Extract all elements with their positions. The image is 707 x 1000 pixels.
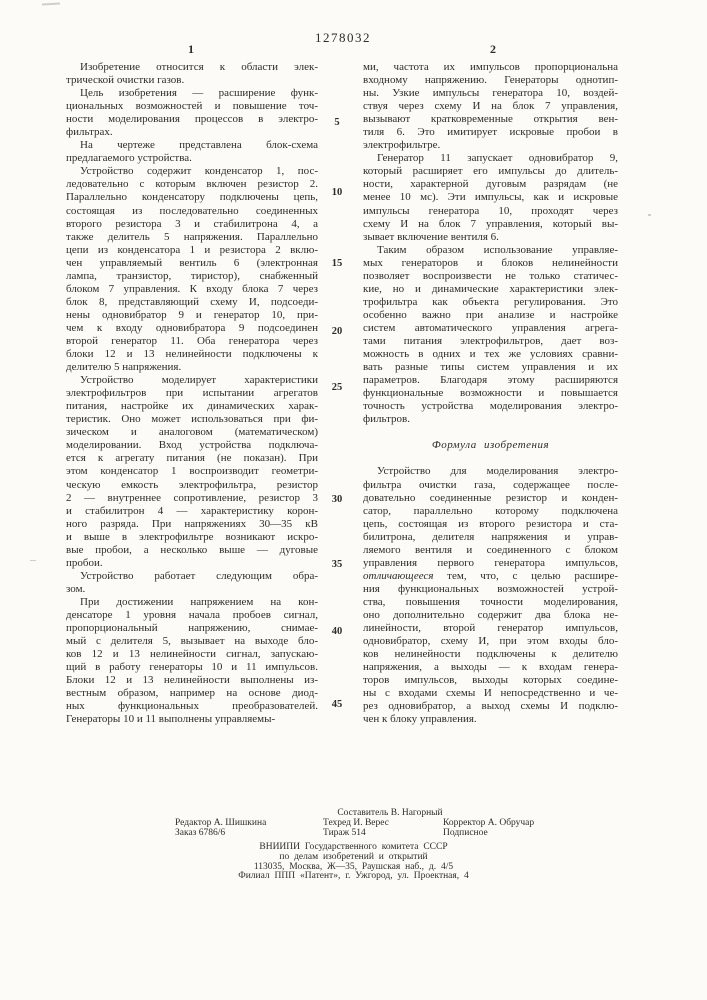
text-line: мый с делителя 5, вызывает на выходе бло- xyxy=(66,635,318,648)
line-number-45: 45 xyxy=(331,699,343,710)
text-line: ния функциональных возможностей устрой- xyxy=(363,582,618,595)
text-line: тами питания электрофильтров, дает воз- xyxy=(363,334,618,347)
text-line: схему И на блок 7 управления, который вы- xyxy=(363,217,618,230)
text-line: питания, настройке их динамических харак- xyxy=(66,400,318,413)
text-line: ности, характерной дуговым разрядам (не xyxy=(363,178,618,191)
right-text-column xyxy=(363,61,618,726)
publisher-org-line1: ВНИИПИ Государственного комитета СССР xyxy=(259,842,448,852)
text-line: Цель изобретения — расширение функ- xyxy=(80,87,318,100)
column-marker-1: 1 xyxy=(188,42,194,56)
text-line: ется к агрегату питания (не показан). При xyxy=(66,452,318,465)
text-line: вые пробои, а несколько выше — дуговые xyxy=(66,543,318,556)
text-line: блоки 12 и 13 нелинейности подключены к xyxy=(66,348,318,361)
text-line: Генератор 11 запускает одновибратор 9, xyxy=(377,152,618,165)
text-line: фильтра очистки газа, содержащее после- xyxy=(363,478,618,491)
text-line: щий в работу генераторы 10 и 11 импульсов. xyxy=(66,661,318,674)
text-line: цепь, состоящая из второго резистора и ста- xyxy=(363,517,618,530)
text-line: второй генератор 11. Оба генератора через xyxy=(66,334,318,347)
text-line: оно дополнительно содержит два блока не- xyxy=(363,608,618,621)
text-line: состоящая из последовательно соединенных xyxy=(66,204,318,217)
line-number-25: 25 xyxy=(331,382,343,393)
text-line: трофильтра как объекта регулирования. Это xyxy=(363,295,618,308)
text-line: ности моделирования процессов в электро- xyxy=(66,113,318,126)
scan-speck xyxy=(648,214,651,216)
order-number: Заказ 6786/6 xyxy=(175,828,226,838)
text-line: 2 — внутреннее сопротивление, резистор 3 xyxy=(66,491,318,504)
text-line: также делитель 5 напряжения. Параллельно xyxy=(66,230,318,243)
text-line: блоком 7 управления. К входу блока 7 через xyxy=(66,282,318,295)
text-line: блок 8, представляющий схему И, подсоеди- xyxy=(66,295,318,308)
text-line: лампа, транзистор, тиристор), снабженный xyxy=(66,269,318,282)
text-line: делителю 5 напряжения. xyxy=(66,361,182,374)
line-number-20: 20 xyxy=(331,326,343,337)
text-line: ны с входами схемы И непосредственно и че- xyxy=(363,687,618,700)
text-line: управления первого генератора импульсов, xyxy=(363,556,618,569)
subscription-note: Подписное xyxy=(443,828,488,838)
text-line: ного разряда. При напряжениях 30—35 кВ xyxy=(66,517,318,530)
text-line: ми, частота их импульсов пропорциональна xyxy=(363,61,618,73)
compiler-credit: Составитель В. Нагорный xyxy=(337,808,443,818)
text-line: входному напряжению. Генераторы однотип- xyxy=(363,74,618,87)
text-line: точность устройства моделирования электро- xyxy=(363,400,618,413)
print-run: Тираж 514 xyxy=(323,828,366,838)
text-line: предлагаемого устройства. xyxy=(66,152,192,165)
text-line: сатор, параллельно которому подключена xyxy=(363,504,618,517)
text-line: Устройство содержит конденсатор 1, пос- xyxy=(80,165,318,178)
text-line: пропорциональный напряжению, снимае- xyxy=(66,622,318,635)
text-line: трической очистки газов. xyxy=(66,74,185,87)
text-line: ков 12 и 13 нелинейности сигнал, запускаю- xyxy=(66,648,318,661)
line-number-40: 40 xyxy=(331,626,343,637)
text-line: зом. xyxy=(66,582,86,595)
text-line: Генераторы 10 и 11 выполнены управляемы- xyxy=(66,713,276,726)
text-line: второго резистора 3 и стабилитрона 4, а xyxy=(66,217,318,230)
text-line: ных функциональных преобразователей. xyxy=(66,700,318,713)
column-marker-2: 2 xyxy=(490,42,496,56)
text-line: можность в одних и тех же условиях сравни- xyxy=(363,348,618,361)
corrector-credit: Корректор А. Обручар xyxy=(443,818,535,828)
line-number-15: 15 xyxy=(331,258,343,269)
blank-line xyxy=(363,426,618,439)
line-number-10: 10 xyxy=(331,187,343,198)
text-line: теристик. Оно может использоваться при фи- xyxy=(66,413,318,426)
text-line: позволяет воспроизвести не только статичес- xyxy=(363,269,618,282)
editor-credit: Редактор А. Шишкина xyxy=(175,818,267,828)
text-line: Устройство для моделирования электро- xyxy=(377,465,618,478)
text-line: ства, повышения точности моделирования, xyxy=(363,595,618,608)
text-line: нены одновибратор 9 и генератор 10, при- xyxy=(66,308,318,321)
text-line: электрофильтров при испытании агрегатов xyxy=(66,387,318,400)
text-line: При достижении напряжением на кон- xyxy=(80,595,318,608)
text-line: этом конденсатор 1 воспроизводит геометри- xyxy=(66,465,318,478)
text-line: вать разные типы систем управления и их xyxy=(363,361,618,374)
text-line: ков нелинейности подключены к делителю xyxy=(363,648,618,661)
text-line: довательно соединенные резистор и конден- xyxy=(363,491,618,504)
text-line: ны. Узкие импульсы генератора 10, воздей- xyxy=(363,87,618,100)
text-line: и выше в электрофильтре возникают искро- xyxy=(66,530,318,543)
text-line: кие, но и динамические характеристики элек- xyxy=(363,282,618,295)
text-line: фильтров. xyxy=(363,413,410,426)
text-line: ствуя через схему И на блок 7 управления, xyxy=(363,100,618,113)
text-line: Устройство моделирует характеристики xyxy=(80,374,318,387)
text-line: чем к входу одновибратора 9 подсоединен xyxy=(66,321,318,334)
text-line: рез одновибратор, а выход схемы И подклю- xyxy=(363,700,618,713)
text-line: Изобретение относится к области элек- xyxy=(80,61,318,73)
text-line: параметров. Благодаря этому расширяются xyxy=(363,374,618,387)
text-line: моделировании. Вход устройства подключа- xyxy=(66,439,318,452)
text-line: особенно важно при анализе и настройке xyxy=(363,308,618,321)
left-text-column xyxy=(66,61,318,726)
publisher-address-line1: 113035, Москва, Ж—35, Раушская наб., д. 4/5 xyxy=(253,861,454,872)
text-line: фильтрах. xyxy=(66,126,113,139)
text-line: отличающееся тем, что, с целью расшире- xyxy=(363,569,618,582)
publisher-org-line2: по делам изобретений и открытий xyxy=(279,851,428,862)
text-line: Блоки 12 и 13 нелинейности выполнены из- xyxy=(66,674,318,687)
text-line: вестным образом, например на основе диод- xyxy=(66,687,318,700)
text-line: зывает включение вентиля 6. xyxy=(363,230,499,243)
text-line: который расширяет его импульсы до длитель- xyxy=(363,165,618,178)
text-line: мых генераторов и блоков нелинейности xyxy=(363,256,618,269)
text-line: и стабилитрон 4 — характеристику корон- xyxy=(66,504,318,517)
text-line: денсаторе 1 уровня начала пробоев сигнал, xyxy=(66,608,318,621)
techred-credit: Техред И. Верес xyxy=(323,818,389,828)
text-line: чен к блоку управления. xyxy=(363,713,477,726)
text-line: чен управляемый вентиль 6 (электронная xyxy=(66,256,318,269)
publisher-block xyxy=(0,843,707,882)
text-line: пробои. xyxy=(66,556,103,569)
text-line: билитрона, делителя напряжения и управ- xyxy=(363,530,618,543)
text-line: Устройство работает следующим обра- xyxy=(80,569,318,582)
text-line: менее 10 мс). Эти импульсы, как и искровые xyxy=(363,191,618,204)
text-line: Таким образом использование управляе- xyxy=(377,243,618,256)
blank-line xyxy=(363,452,618,465)
text-line: электрофильтре. xyxy=(363,139,441,152)
text-line: цепи из конденсатора 1 и резистора 2 вклю- xyxy=(66,243,318,256)
publisher-address-line2: Филиал ППП «Патент», г. Ужгород, ул. Проектная, 4 xyxy=(238,871,469,882)
text-line: тиля 6. Это имитирует искровые пробои в xyxy=(363,126,618,139)
text-line: торов импульсов, выходы которых соедине- xyxy=(363,674,618,687)
text-line: функциональные возможности и повышается xyxy=(363,387,618,400)
scan-speck xyxy=(30,560,36,561)
text-line: линейности, второй генератор импульсов, xyxy=(363,622,618,635)
text-line: одновибратор, схему И, при этом входы бло- xyxy=(363,635,618,648)
line-number-35: 35 xyxy=(331,559,343,570)
text-line: На чертеже представлена блок-схема xyxy=(80,139,318,152)
text-line: импульсы генератора 10, проходят через xyxy=(363,204,618,217)
text-line: систем автоматического управления агрега- xyxy=(363,321,618,334)
text-line: ческую емкость электрофильтра, резистор xyxy=(66,478,318,491)
scan-speck xyxy=(42,3,60,6)
text-line: зическом и аналоговом (математическом) xyxy=(66,426,318,439)
text-line: Параллельно конденсатору подключены цепь, xyxy=(66,191,318,204)
text-line: ледовательно с которым включен резистор 2. xyxy=(66,178,318,191)
patent-number: 1278032 xyxy=(315,30,371,45)
text-line: Формула изобретения xyxy=(431,439,550,452)
line-number-30: 30 xyxy=(331,494,343,505)
text-line: вызывают кратковременные открытия вен- xyxy=(363,113,618,126)
text-line: напряжения, а выходы — к входам генера- xyxy=(363,661,618,674)
text-line: ляемого вентиля и соединенного с блоком xyxy=(363,543,618,556)
text-line: циональных возможностей и повышение точ- xyxy=(66,100,318,113)
line-number-5: 5 xyxy=(334,117,340,128)
